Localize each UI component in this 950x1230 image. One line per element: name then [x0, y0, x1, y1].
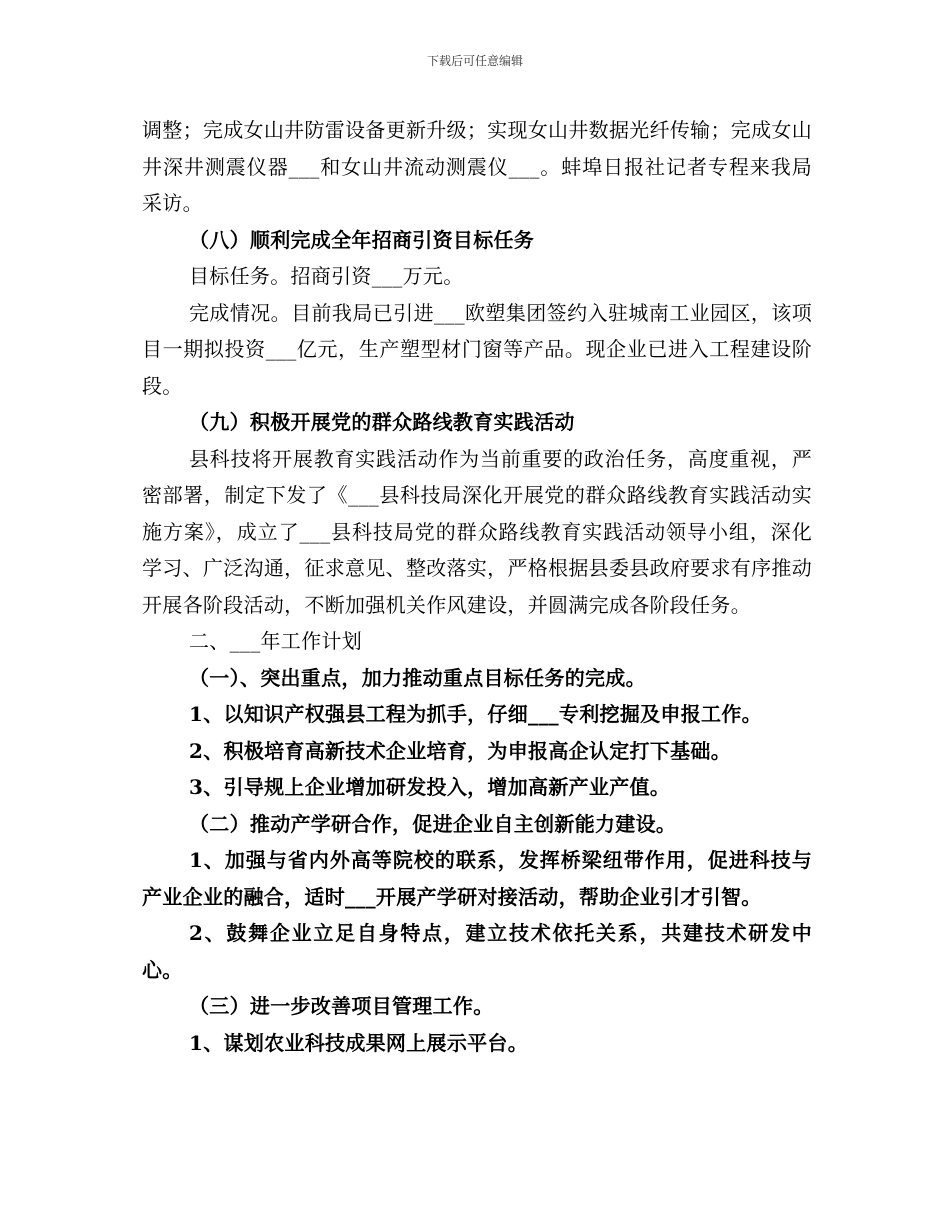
plan-item-2-1: 1、加强与省内外高等院校的联系，发挥桥梁纽带作用，促进科技与产业企业的融合，适时___开展产学研对接活动，帮助企业引才引智。 — [142, 848, 812, 909]
plan-item-1-1: 1、以知识产权强县工程为抓手，仔细___专利挖掘及申报工作。 — [189, 702, 762, 726]
heading-plan-section-3: （三）进一步改善项目管理工作。 — [189, 994, 494, 1018]
heading-work-plan: 二、___年工作计划 — [189, 629, 362, 653]
paragraph-intro-continuation: 调整；完成女山井防雷设备更新升级；实现女山井数据光纤传输；完成女山井深井测震仪器___和女山井流动测震仪___。蚌埠日报社记者专程来我局采访。 — [142, 118, 812, 215]
page-header: 下载后可任意编辑 — [426, 54, 523, 68]
paragraph-target-task: 目标任务。招商引资___万元。 — [189, 264, 464, 288]
plan-item-2-2: 2、鼓舞企业立足自身特点，建立技术依托关系，共建技术研发中心。 — [142, 921, 812, 982]
paragraph-completion-status: 完成情况。目前我局已引进___欧塑集团签约入驻城南工业园区，该项目一期拟投资___亿元，生产塑型材门窗等产品。现企业已进入工程建设阶段。 — [142, 300, 812, 398]
heading-investment-target: （八）顺利完成全年招商引资目标任务 — [189, 227, 535, 252]
heading-plan-section-1: （一）、突出重点，加力推动重点目标任务的完成。 — [189, 665, 646, 690]
plan-item-1-3: 3、引导规上企业增加研发投入，增加高新产业产值。 — [189, 775, 671, 799]
heading-plan-section-2: （二）推动产学研合作，促进企业自主创新能力建设。 — [189, 811, 677, 836]
document-body — [142, 112, 812, 1061]
heading-mass-line-activity: （九）积极开展党的群众路线教育实践活动 — [189, 410, 575, 434]
plan-item-3-1: 1、谋划农业科技成果网上展示平台。 — [189, 1030, 529, 1055]
paragraph-mass-line-detail: 县科技将开展教育实践活动作为当前重要的政治任务，高度重视，严密部署，制定下发了《___县科技局深化开展党的群众路线教育实践活动实施方案》，成立了___县科技局党的群众路线教育实践活动领导小组，深化学习、广泛沟通，征求意见、整改落实，严格根据县委县政府要求有序推动开展各阶段活动，不断加强机关作风建设，并圆满完成各阶段任务。 — [142, 446, 812, 617]
plan-item-1-2: 2、积极培育高新技术企业培育，为申报高企认定打下基础。 — [189, 738, 732, 763]
